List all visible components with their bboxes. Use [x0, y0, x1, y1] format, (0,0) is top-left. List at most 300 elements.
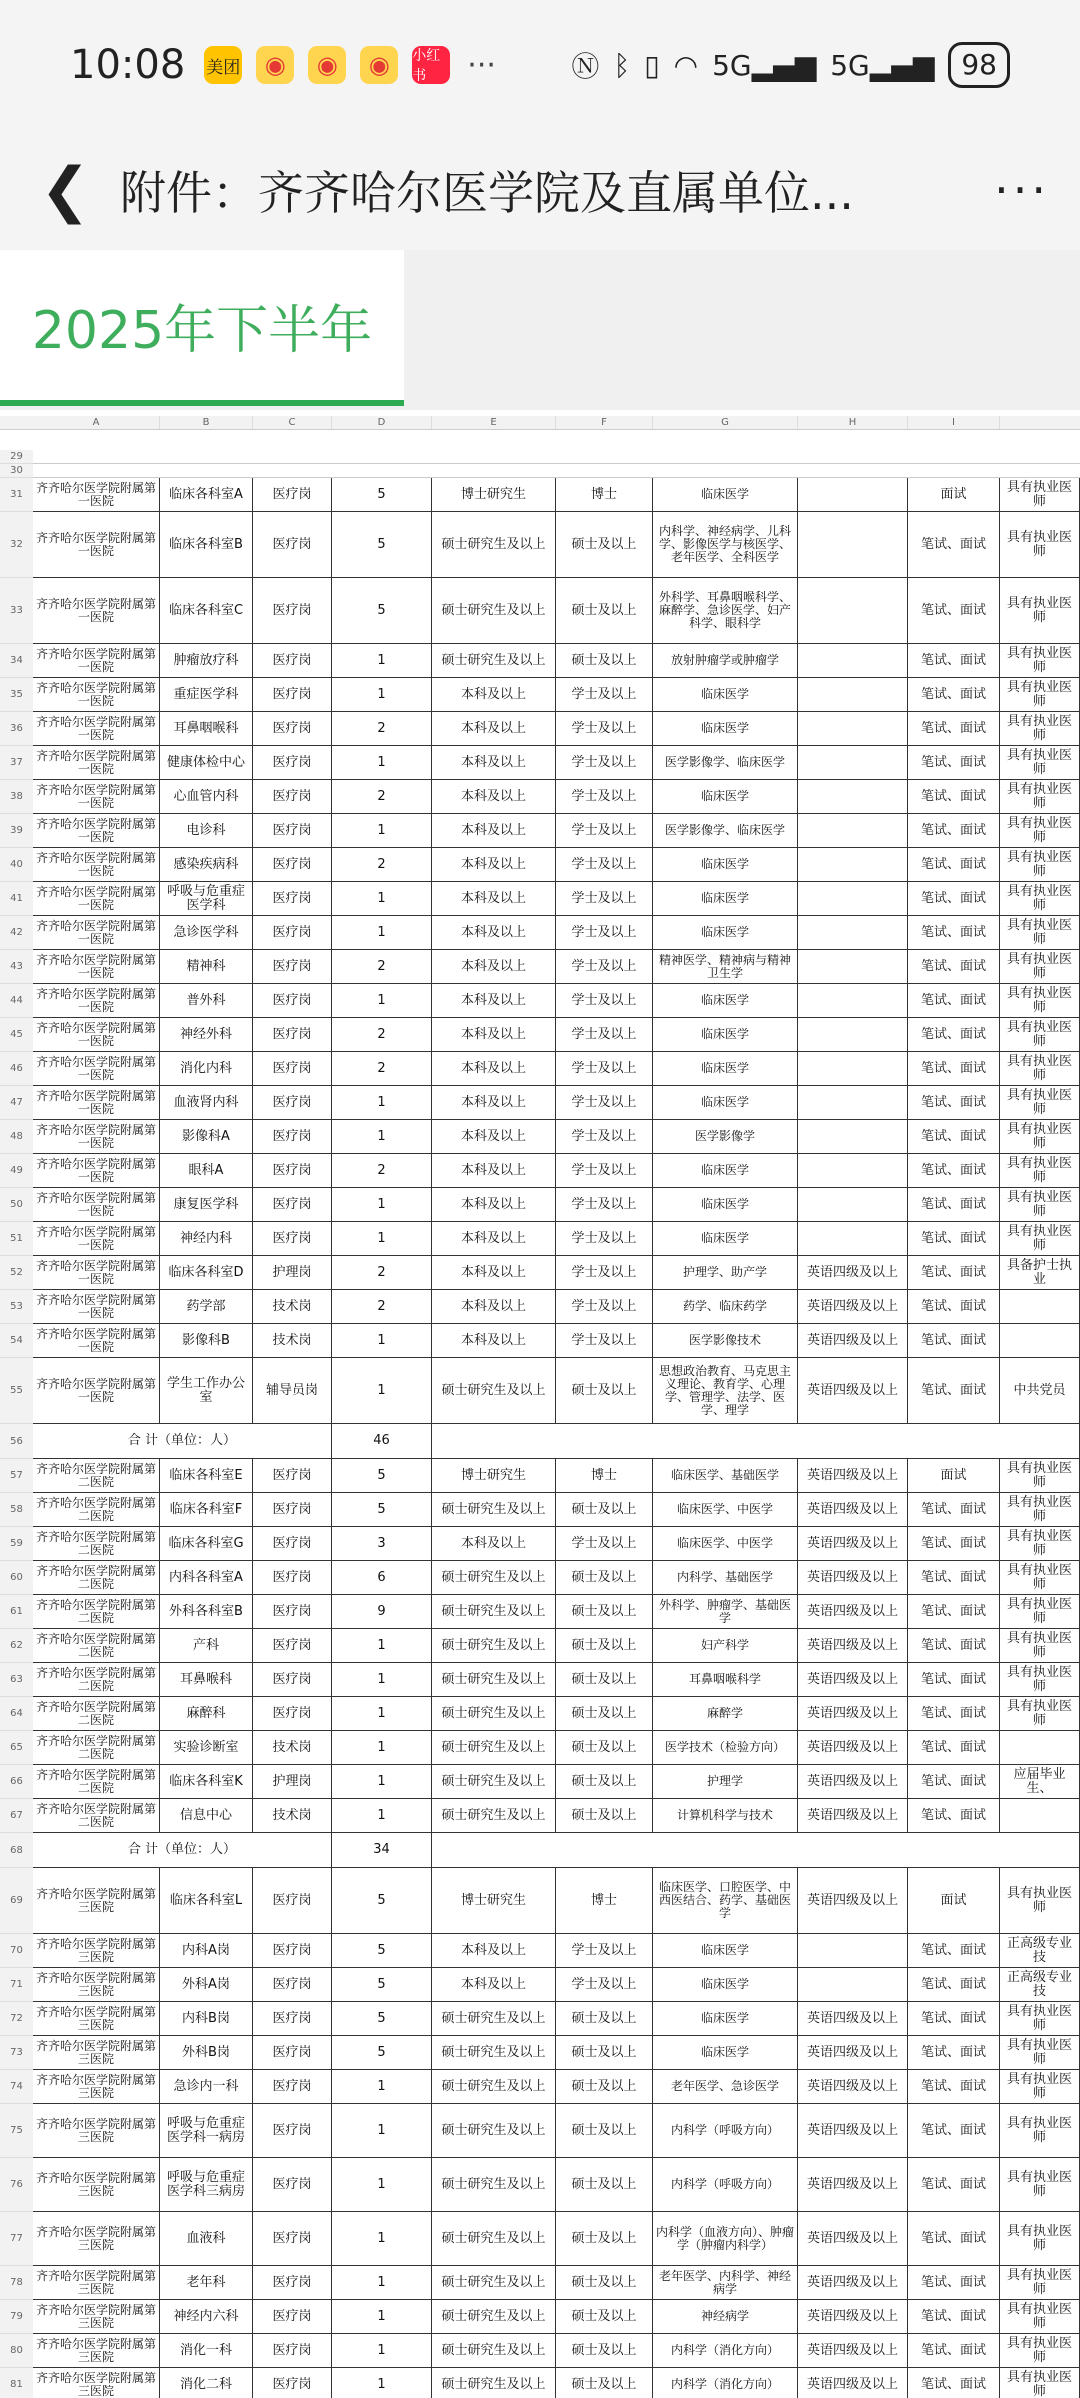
row-header[interactable]: 40 — [0, 848, 33, 882]
table-cell-d[interactable]: 1 — [332, 2070, 432, 2104]
table-cell-e[interactable]: 硕士研究生及以上 — [432, 1697, 556, 1731]
table-cell-h[interactable]: 英语四级及以上 — [798, 2266, 908, 2300]
table-cell-i[interactable]: 笔试、面试 — [908, 1731, 1000, 1765]
table-cell-f[interactable]: 硕士及以上 — [556, 2070, 653, 2104]
table-cell-c[interactable]: 医疗岗 — [253, 1868, 332, 1934]
table-cell-a[interactable]: 齐齐哈尔医学院附属第一医院 — [33, 512, 160, 578]
table-cell-c[interactable]: 医疗岗 — [253, 1493, 332, 1527]
table-cell-g[interactable]: 医学影像技术 — [653, 1324, 798, 1358]
table-cell-g[interactable]: 内科学（消化方向） — [653, 2334, 798, 2368]
table-cell-f[interactable]: 学士及以上 — [556, 1188, 653, 1222]
row-header[interactable]: 66 — [0, 1765, 33, 1799]
table-cell-i[interactable]: 笔试、面试 — [908, 2300, 1000, 2334]
row-header[interactable]: 32 — [0, 512, 33, 578]
table-cell-b[interactable]: 临床各科室C — [160, 578, 253, 644]
table-cell-c[interactable]: 医疗岗 — [253, 1561, 332, 1595]
table-cell-a[interactable]: 齐齐哈尔医学院附属第三医院 — [33, 2334, 160, 2368]
table-cell-e[interactable]: 本科及以上 — [432, 882, 556, 916]
row-header[interactable]: 46 — [0, 1052, 33, 1086]
table-cell-g[interactable]: 医学影像学、临床医学 — [653, 814, 798, 848]
table-cell-f[interactable]: 硕士及以上 — [556, 1697, 653, 1731]
table-cell-i[interactable]: 笔试、面试 — [908, 1629, 1000, 1663]
row-header[interactable]: 36 — [0, 712, 33, 746]
table-cell-i[interactable]: 具有执业医师 — [1000, 2212, 1080, 2266]
table-cell-i[interactable]: 笔试、面试 — [908, 1086, 1000, 1120]
table-cell-g[interactable]: 药学、临床药学 — [653, 1290, 798, 1324]
row-header[interactable]: 50 — [0, 1188, 33, 1222]
table-cell-a[interactable]: 齐齐哈尔医学院附属第二医院 — [33, 1663, 160, 1697]
table-cell-e[interactable]: 本科及以上 — [432, 1527, 556, 1561]
table-cell-d[interactable]: 1 — [332, 1358, 432, 1424]
table-cell-d[interactable]: 5 — [332, 1968, 432, 2002]
table-cell-h[interactable]: 英语四级及以上 — [798, 2212, 908, 2266]
table-cell-g[interactable]: 内科学、基础医学 — [653, 1561, 798, 1595]
table-cell-a[interactable]: 齐齐哈尔医学院附属第一医院 — [33, 984, 160, 1018]
table-cell-e[interactable]: 硕士研究生及以上 — [432, 2368, 556, 2398]
table-cell-d[interactable]: 5 — [332, 1459, 432, 1493]
table-cell-e[interactable]: 硕士研究生及以上 — [432, 1765, 556, 1799]
table-cell-a[interactable]: 齐齐哈尔医学院附属第二医院 — [33, 1799, 160, 1833]
table-cell-b[interactable]: 心血管内科 — [160, 780, 253, 814]
column-header-h[interactable]: H — [798, 416, 908, 429]
table-cell-i[interactable]: 具有执业医师 — [1000, 1018, 1080, 1052]
table-cell-i[interactable] — [1000, 1799, 1080, 1833]
table-cell-h[interactable]: 英语四级及以上 — [798, 1324, 908, 1358]
table-cell-c[interactable]: 医疗岗 — [253, 2266, 332, 2300]
table-cell-c[interactable]: 医疗岗 — [253, 678, 332, 712]
row-header[interactable]: 31 — [0, 478, 33, 512]
table-cell-b[interactable]: 临床各科室G — [160, 1527, 253, 1561]
table-cell-f[interactable]: 硕士及以上 — [556, 2002, 653, 2036]
row-header[interactable]: 29 — [0, 450, 33, 464]
table-cell-b[interactable]: 呼吸与危重症医学科一病房 — [160, 2104, 253, 2158]
table-cell-d[interactable]: 1 — [332, 1765, 432, 1799]
table-cell-f[interactable]: 硕士及以上 — [556, 1629, 653, 1663]
table-cell-h[interactable] — [798, 644, 908, 678]
table-cell-e[interactable]: 本科及以上 — [432, 780, 556, 814]
table-cell-e[interactable]: 博士研究生 — [432, 478, 556, 512]
row-header[interactable]: 55 — [0, 1358, 33, 1424]
table-cell-f[interactable]: 学士及以上 — [556, 1154, 653, 1188]
table-cell-h[interactable]: 英语四级及以上 — [798, 1527, 908, 1561]
table-cell-i[interactable]: 具有执业医师 — [1000, 1868, 1080, 1934]
column-header-b[interactable]: B — [160, 416, 253, 429]
table-cell-e[interactable]: 本科及以上 — [432, 1120, 556, 1154]
table-cell-d[interactable]: 1 — [332, 644, 432, 678]
table-cell-c[interactable]: 医疗岗 — [253, 1934, 332, 1968]
table-cell-b[interactable]: 消化二科 — [160, 2368, 253, 2398]
table-cell-b[interactable]: 内科A岗 — [160, 1934, 253, 1968]
table-cell-d[interactable]: 1 — [332, 984, 432, 1018]
table-cell-i[interactable]: 笔试、面试 — [908, 1765, 1000, 1799]
table-cell-g[interactable]: 外科学、耳鼻咽喉科学、麻醉学、急诊医学、妇产科学、眼科学 — [653, 578, 798, 644]
table-cell-d[interactable]: 1 — [332, 882, 432, 916]
column-header-a[interactable]: A — [33, 416, 160, 429]
table-cell-a[interactable]: 齐齐哈尔医学院附属第三医院 — [33, 2368, 160, 2398]
table-cell-i[interactable]: 笔试、面试 — [908, 1324, 1000, 1358]
table-cell-g[interactable]: 医学影像学 — [653, 1120, 798, 1154]
table-cell-f[interactable]: 学士及以上 — [556, 1324, 653, 1358]
table-cell-c[interactable]: 医疗岗 — [253, 950, 332, 984]
table-cell-i[interactable]: 笔试、面试 — [908, 1663, 1000, 1697]
table-cell-b[interactable]: 神经内六科 — [160, 2300, 253, 2334]
table-cell-c[interactable]: 医疗岗 — [253, 712, 332, 746]
table-cell-d[interactable]: 5 — [332, 2036, 432, 2070]
total-value-cell[interactable]: 34 — [332, 1833, 432, 1868]
table-cell-g[interactable]: 临床医学、中医学 — [653, 1493, 798, 1527]
column-header-g[interactable]: G — [653, 416, 798, 429]
row-header[interactable]: 63 — [0, 1663, 33, 1697]
table-cell-g[interactable]: 临床医学 — [653, 478, 798, 512]
table-cell-h[interactable] — [798, 1120, 908, 1154]
table-cell-b[interactable]: 内科各科室A — [160, 1561, 253, 1595]
table-cell-e[interactable]: 硕士研究生及以上 — [432, 1731, 556, 1765]
table-cell-a[interactable]: 齐齐哈尔医学院附属第一医院 — [33, 1052, 160, 1086]
table-cell-e[interactable]: 硕士研究生及以上 — [432, 2212, 556, 2266]
table-cell-i[interactable]: 具有执业医师 — [1000, 2002, 1080, 2036]
table-cell-i[interactable]: 具有执业医师 — [1000, 678, 1080, 712]
row-header[interactable]: 39 — [0, 814, 33, 848]
more-options-button[interactable]: ··· — [994, 163, 1050, 217]
table-cell-f[interactable]: 硕士及以上 — [556, 2334, 653, 2368]
table-cell-i[interactable]: 笔试、面试 — [908, 1527, 1000, 1561]
table-cell-i[interactable]: 笔试、面试 — [908, 1934, 1000, 1968]
table-cell-g[interactable]: 临床医学 — [653, 1222, 798, 1256]
table-cell-c[interactable]: 医疗岗 — [253, 2158, 332, 2212]
table-cell-f[interactable]: 硕士及以上 — [556, 1799, 653, 1833]
table-cell-h[interactable] — [798, 478, 908, 512]
table-cell-c[interactable]: 技术岗 — [253, 1731, 332, 1765]
table-cell-f[interactable]: 学士及以上 — [556, 1290, 653, 1324]
table-cell-i[interactable]: 面试 — [908, 1868, 1000, 1934]
table-cell-f[interactable]: 硕士及以上 — [556, 1358, 653, 1424]
table-cell-h[interactable]: 英语四级及以上 — [798, 2104, 908, 2158]
row-header[interactable]: 72 — [0, 2002, 33, 2036]
table-cell-f[interactable]: 学士及以上 — [556, 1052, 653, 1086]
table-cell-b[interactable]: 影像科A — [160, 1120, 253, 1154]
table-cell-g[interactable]: 医学技术（检验方向） — [653, 1731, 798, 1765]
table-cell-f[interactable]: 学士及以上 — [556, 984, 653, 1018]
table-cell-a[interactable]: 齐齐哈尔医学院附属第一医院 — [33, 780, 160, 814]
table-cell-a[interactable]: 齐齐哈尔医学院附属第一医院 — [33, 1358, 160, 1424]
table-cell-b[interactable]: 耳鼻喉科 — [160, 1663, 253, 1697]
table-cell-b[interactable]: 学生工作办公室 — [160, 1358, 253, 1424]
table-cell-h[interactable] — [798, 780, 908, 814]
table-cell-h[interactable] — [798, 1052, 908, 1086]
table-cell-i[interactable]: 具有执业医师 — [1000, 1697, 1080, 1731]
table-cell-c[interactable]: 医疗岗 — [253, 814, 332, 848]
table-cell-g[interactable]: 临床医学 — [653, 848, 798, 882]
table-cell-h[interactable]: 英语四级及以上 — [798, 1697, 908, 1731]
table-cell-c[interactable]: 医疗岗 — [253, 2070, 332, 2104]
row-header[interactable]: 58 — [0, 1493, 33, 1527]
table-cell-e[interactable]: 硕士研究生及以上 — [432, 2104, 556, 2158]
table-cell-g[interactable]: 思想政治教育、马克思主义理论、教育学、心理学、管理学、法学、医学、理学 — [653, 1358, 798, 1424]
table-cell-c[interactable]: 医疗岗 — [253, 2212, 332, 2266]
row-header[interactable]: 48 — [0, 1120, 33, 1154]
table-cell-e[interactable]: 硕士研究生及以上 — [432, 2266, 556, 2300]
table-cell-i[interactable]: 笔试、面试 — [908, 1222, 1000, 1256]
table-cell-a[interactable]: 齐齐哈尔医学院附属第一医院 — [33, 916, 160, 950]
table-cell-c[interactable]: 技术岗 — [253, 1290, 332, 1324]
table-cell-e[interactable]: 硕士研究生及以上 — [432, 578, 556, 644]
table-cell-a[interactable]: 齐齐哈尔医学院附属第三医院 — [33, 2070, 160, 2104]
row-header[interactable]: 52 — [0, 1256, 33, 1290]
table-cell-c[interactable]: 医疗岗 — [253, 1188, 332, 1222]
table-cell-c[interactable]: 医疗岗 — [253, 1697, 332, 1731]
table-cell-g[interactable]: 医学影像学、临床医学 — [653, 746, 798, 780]
table-cell-g[interactable]: 临床医学 — [653, 2036, 798, 2070]
table-cell-h[interactable] — [798, 1968, 908, 2002]
row-header[interactable]: 62 — [0, 1629, 33, 1663]
table-cell-b[interactable]: 外科A岗 — [160, 1968, 253, 2002]
table-cell-e[interactable]: 本科及以上 — [432, 678, 556, 712]
row-header[interactable]: 38 — [0, 780, 33, 814]
table-cell-i[interactable]: 正高级专业技 — [1000, 1968, 1080, 2002]
table-cell-g[interactable]: 老年医学、内科学、神经病学 — [653, 2266, 798, 2300]
table-cell-f[interactable]: 硕士及以上 — [556, 1663, 653, 1697]
table-cell-g[interactable]: 临床医学 — [653, 882, 798, 916]
row-header[interactable]: 61 — [0, 1595, 33, 1629]
table-cell-f[interactable]: 学士及以上 — [556, 950, 653, 984]
table-cell-i[interactable] — [1000, 1731, 1080, 1765]
table-cell-e[interactable]: 硕士研究生及以上 — [432, 644, 556, 678]
table-cell-f[interactable]: 硕士及以上 — [556, 2368, 653, 2398]
table-cell-h[interactable]: 英语四级及以上 — [798, 1663, 908, 1697]
row-header[interactable]: 59 — [0, 1527, 33, 1561]
table-cell-i[interactable]: 笔试、面试 — [908, 2212, 1000, 2266]
table-cell-g[interactable]: 护理学、助产学 — [653, 1256, 798, 1290]
table-cell-g[interactable]: 临床医学、基础医学 — [653, 1459, 798, 1493]
table-cell-i[interactable]: 具有执业医师 — [1000, 712, 1080, 746]
table-cell-b[interactable]: 普外科 — [160, 984, 253, 1018]
table-cell-i[interactable]: 具有执业医师 — [1000, 1222, 1080, 1256]
table-cell-f[interactable]: 学士及以上 — [556, 746, 653, 780]
table-cell-e[interactable]: 硕士研究生及以上 — [432, 1561, 556, 1595]
table-cell-a[interactable]: 齐齐哈尔医学院附属第三医院 — [33, 1868, 160, 1934]
table-cell-f[interactable]: 学士及以上 — [556, 916, 653, 950]
table-cell-f[interactable]: 硕士及以上 — [556, 2036, 653, 2070]
table-cell-d[interactable]: 1 — [332, 1663, 432, 1697]
row-header[interactable]: 57 — [0, 1459, 33, 1493]
table-cell-f[interactable]: 学士及以上 — [556, 1086, 653, 1120]
table-cell-h[interactable] — [798, 1154, 908, 1188]
table-cell-i[interactable]: 笔试、面试 — [908, 2334, 1000, 2368]
table-cell-f[interactable]: 硕士及以上 — [556, 644, 653, 678]
table-cell-b[interactable]: 神经外科 — [160, 1018, 253, 1052]
table-cell-b[interactable]: 临床各科室L — [160, 1868, 253, 1934]
table-cell-a[interactable]: 齐齐哈尔医学院附属第一医院 — [33, 1290, 160, 1324]
row-header[interactable]: 69 — [0, 1868, 33, 1934]
table-cell-i[interactable]: 笔试、面试 — [908, 1188, 1000, 1222]
row-header[interactable]: 74 — [0, 2070, 33, 2104]
table-cell-i[interactable]: 笔试、面试 — [908, 1493, 1000, 1527]
table-cell-i[interactable]: 笔试、面试 — [908, 1968, 1000, 2002]
table-cell-c[interactable]: 医疗岗 — [253, 2300, 332, 2334]
row-header[interactable]: 71 — [0, 1968, 33, 2002]
table-cell-c[interactable]: 医疗岗 — [253, 1120, 332, 1154]
table-cell-b[interactable]: 血液科 — [160, 2212, 253, 2266]
table-cell-i[interactable]: 笔试、面试 — [908, 1018, 1000, 1052]
table-cell-i[interactable]: 具备护士执业 — [1000, 1256, 1080, 1290]
row-header[interactable]: 64 — [0, 1697, 33, 1731]
table-cell-h[interactable] — [798, 1934, 908, 1968]
table-cell-i[interactable]: 笔试、面试 — [908, 644, 1000, 678]
table-cell-f[interactable]: 硕士及以上 — [556, 2300, 653, 2334]
table-cell-f[interactable]: 硕士及以上 — [556, 1765, 653, 1799]
table-cell-e[interactable]: 硕士研究生及以上 — [432, 1629, 556, 1663]
table-cell-b[interactable]: 重症医学科 — [160, 678, 253, 712]
table-cell-b[interactable]: 临床各科室D — [160, 1256, 253, 1290]
table-cell-c[interactable]: 医疗岗 — [253, 1595, 332, 1629]
table-cell-e[interactable]: 硕士研究生及以上 — [432, 1595, 556, 1629]
table-cell-c[interactable]: 医疗岗 — [253, 1459, 332, 1493]
row-header[interactable]: 77 — [0, 2212, 33, 2266]
table-cell-a[interactable]: 齐齐哈尔医学院附属第三医院 — [33, 2002, 160, 2036]
table-cell-d[interactable]: 1 — [332, 916, 432, 950]
table-cell-h[interactable] — [798, 1018, 908, 1052]
table-cell-g[interactable]: 临床医学 — [653, 780, 798, 814]
table-cell-a[interactable]: 齐齐哈尔医学院附属第二医院 — [33, 1731, 160, 1765]
table-cell-d[interactable]: 1 — [332, 746, 432, 780]
table-cell-i[interactable]: 正高级专业技 — [1000, 1934, 1080, 1968]
row-header[interactable]: 80 — [0, 2334, 33, 2368]
table-cell-d[interactable]: 2 — [332, 780, 432, 814]
table-cell-d[interactable]: 1 — [332, 2104, 432, 2158]
table-cell-d[interactable]: 3 — [332, 1527, 432, 1561]
table-cell-b[interactable]: 外科各科室B — [160, 1595, 253, 1629]
table-cell-d[interactable]: 2 — [332, 1052, 432, 1086]
table-cell-a[interactable]: 齐齐哈尔医学院附属第二医院 — [33, 1595, 160, 1629]
table-cell-a[interactable]: 齐齐哈尔医学院附属第二医院 — [33, 1527, 160, 1561]
table-cell-d[interactable]: 2 — [332, 1018, 432, 1052]
table-cell-i[interactable]: 笔试、面试 — [908, 1256, 1000, 1290]
table-cell-i[interactable]: 具有执业医师 — [1000, 2368, 1080, 2398]
table-cell-h[interactable] — [798, 678, 908, 712]
table-cell-g[interactable]: 临床医学 — [653, 1154, 798, 1188]
table-cell-b[interactable]: 精神科 — [160, 950, 253, 984]
table-cell-i[interactable]: 具有执业医师 — [1000, 1052, 1080, 1086]
table-cell-i[interactable]: 具有执业医师 — [1000, 1154, 1080, 1188]
table-cell-i[interactable]: 笔试、面试 — [908, 2002, 1000, 2036]
table-cell-b[interactable]: 药学部 — [160, 1290, 253, 1324]
table-cell-a[interactable]: 齐齐哈尔医学院附属第一医院 — [33, 1256, 160, 1290]
table-cell-i[interactable]: 具有执业医师 — [1000, 1459, 1080, 1493]
table-cell-c[interactable]: 技术岗 — [253, 1324, 332, 1358]
table-cell-h[interactable]: 英语四级及以上 — [798, 2368, 908, 2398]
table-cell-a[interactable]: 齐齐哈尔医学院附属第二医院 — [33, 1561, 160, 1595]
table-cell-e[interactable]: 本科及以上 — [432, 1018, 556, 1052]
table-cell-f[interactable]: 学士及以上 — [556, 712, 653, 746]
table-cell-e[interactable]: 本科及以上 — [432, 712, 556, 746]
table-cell-f[interactable]: 学士及以上 — [556, 678, 653, 712]
blank-row[interactable] — [33, 450, 1080, 464]
table-cell-h[interactable]: 英语四级及以上 — [798, 2300, 908, 2334]
table-cell-e[interactable]: 本科及以上 — [432, 1324, 556, 1358]
table-cell-g[interactable]: 临床医学 — [653, 678, 798, 712]
table-cell-b[interactable]: 耳鼻咽喉科 — [160, 712, 253, 746]
table-cell-e[interactable]: 本科及以上 — [432, 1086, 556, 1120]
table-cell-b[interactable]: 健康体检中心 — [160, 746, 253, 780]
column-header-d[interactable]: D — [332, 416, 432, 429]
table-cell-i[interactable]: 笔试、面试 — [908, 2158, 1000, 2212]
table-cell-h[interactable]: 英语四级及以上 — [798, 1629, 908, 1663]
table-cell-b[interactable]: 影像科B — [160, 1324, 253, 1358]
table-cell-h[interactable]: 英语四级及以上 — [798, 1358, 908, 1424]
table-cell-e[interactable]: 硕士研究生及以上 — [432, 2158, 556, 2212]
table-cell-h[interactable]: 英语四级及以上 — [798, 1493, 908, 1527]
table-cell-d[interactable]: 1 — [332, 2368, 432, 2398]
table-cell-c[interactable]: 医疗岗 — [253, 916, 332, 950]
table-cell-i[interactable]: 具有执业医师 — [1000, 1086, 1080, 1120]
table-cell-i[interactable]: 具有执业医师 — [1000, 1527, 1080, 1561]
table-cell-c[interactable]: 医疗岗 — [253, 746, 332, 780]
table-cell-d[interactable]: 1 — [332, 1086, 432, 1120]
table-cell-i[interactable]: 具有执业医师 — [1000, 984, 1080, 1018]
table-cell-b[interactable]: 急诊内一科 — [160, 2070, 253, 2104]
table-cell-f[interactable]: 博士 — [556, 1459, 653, 1493]
table-cell-i[interactable]: 笔试、面试 — [908, 1697, 1000, 1731]
table-cell-c[interactable]: 医疗岗 — [253, 780, 332, 814]
row-header[interactable]: 67 — [0, 1799, 33, 1833]
table-cell-d[interactable]: 1 — [332, 1324, 432, 1358]
table-cell-e[interactable]: 硕士研究生及以上 — [432, 2036, 556, 2070]
table-cell-d[interactable]: 2 — [332, 950, 432, 984]
table-cell-f[interactable]: 硕士及以上 — [556, 1595, 653, 1629]
row-header[interactable]: 75 — [0, 2104, 33, 2158]
table-cell-g[interactable]: 计算机科学与技术 — [653, 1799, 798, 1833]
table-cell-b[interactable]: 电诊科 — [160, 814, 253, 848]
row-header[interactable]: 33 — [0, 578, 33, 644]
row-header[interactable]: 42 — [0, 916, 33, 950]
table-cell-c[interactable]: 护理岗 — [253, 1765, 332, 1799]
table-cell-i[interactable]: 笔试、面试 — [908, 2368, 1000, 2398]
table-cell-e[interactable]: 硕士研究生及以上 — [432, 2070, 556, 2104]
table-cell-i[interactable]: 笔试、面试 — [908, 1358, 1000, 1424]
table-cell-e[interactable]: 本科及以上 — [432, 1256, 556, 1290]
table-cell-c[interactable]: 医疗岗 — [253, 1052, 332, 1086]
table-cell-i[interactable]: 具有执业医师 — [1000, 882, 1080, 916]
table-cell-a[interactable]: 齐齐哈尔医学院附属第二医院 — [33, 1459, 160, 1493]
table-cell-i[interactable]: 具有执业医师 — [1000, 950, 1080, 984]
table-cell-e[interactable]: 硕士研究生及以上 — [432, 512, 556, 578]
table-cell-d[interactable]: 1 — [332, 1799, 432, 1833]
table-cell-i[interactable]: 应届毕业生、 — [1000, 1765, 1080, 1799]
table-cell-a[interactable]: 齐齐哈尔医学院附属第一医院 — [33, 578, 160, 644]
table-cell-h[interactable]: 英语四级及以上 — [798, 1765, 908, 1799]
table-cell-i[interactable]: 笔试、面试 — [908, 2104, 1000, 2158]
table-cell-c[interactable]: 医疗岗 — [253, 848, 332, 882]
table-cell-d[interactable]: 5 — [332, 578, 432, 644]
table-cell-f[interactable]: 学士及以上 — [556, 780, 653, 814]
table-cell-e[interactable]: 本科及以上 — [432, 950, 556, 984]
table-cell-f[interactable]: 硕士及以上 — [556, 1493, 653, 1527]
table-cell-d[interactable]: 1 — [332, 678, 432, 712]
table-cell-h[interactable]: 英语四级及以上 — [798, 1868, 908, 1934]
table-cell-i[interactable]: 笔试、面试 — [908, 950, 1000, 984]
table-cell-h[interactable] — [798, 950, 908, 984]
table-cell-a[interactable]: 齐齐哈尔医学院附属第一医院 — [33, 1086, 160, 1120]
table-cell-d[interactable]: 9 — [332, 1595, 432, 1629]
total-value-cell[interactable]: 46 — [332, 1424, 432, 1459]
table-cell-e[interactable]: 本科及以上 — [432, 1934, 556, 1968]
table-cell-i[interactable]: 笔试、面试 — [908, 1799, 1000, 1833]
table-cell-i[interactable]: 笔试、面试 — [908, 2036, 1000, 2070]
table-cell-g[interactable]: 临床医学、中医学 — [653, 1527, 798, 1561]
table-cell-e[interactable]: 本科及以上 — [432, 984, 556, 1018]
table-cell-i[interactable]: 具有执业医师 — [1000, 916, 1080, 950]
total-label-cell[interactable]: 合 计（单位：人） — [33, 1833, 332, 1868]
